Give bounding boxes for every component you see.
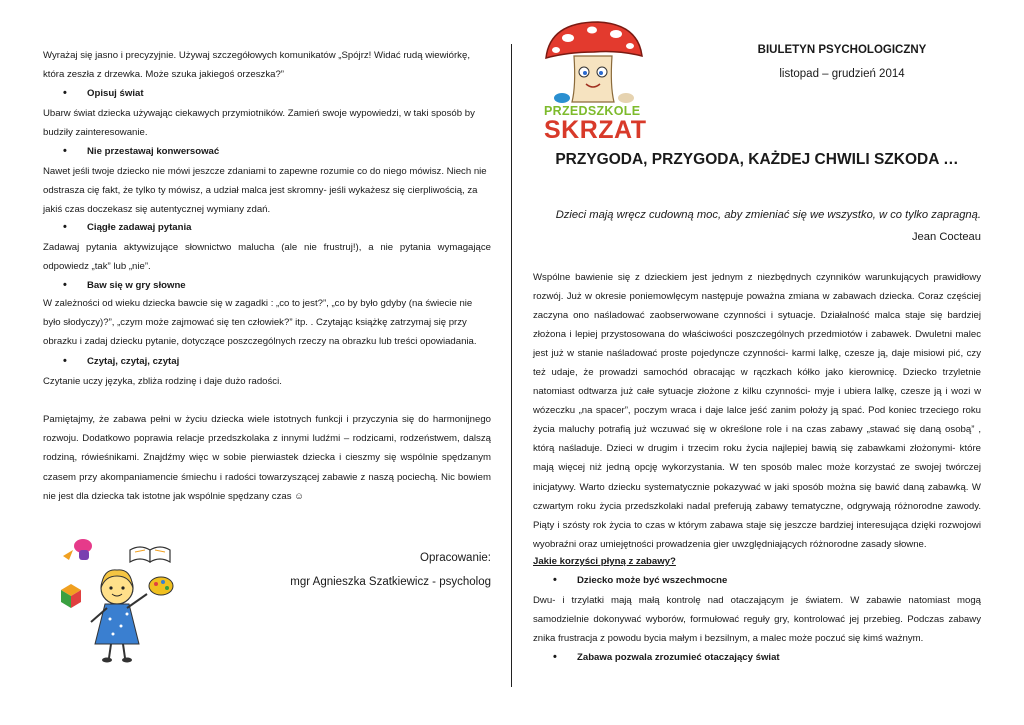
left-paragraph-7: Pamiętajmy, że zabawa pełni w życiu dziecka wiele istotnych funkcji i przyczynia się do harmonijnego rozwoju. Dodatkowo poprawia relacje przedszkolaka z innymi ludźmi – rodzicami, rodzeństwem, dalszą rodziną, rówieśnikami. Znajdźmy więc w sobie pierwiastek dziecka i cieszmy się wspólnie spędzanym czasem przy akompaniamencie śmiechu i radości towarzyszącej zabawie z naszą pociechą. Nic bowiem nie jest dla dziecka tak istotne jak wspólnie spędzany czas ☺ (43, 414, 491, 502)
left-heading-3: • Ciągłe zadawaj pytania (43, 218, 491, 237)
girl-figure (91, 570, 147, 663)
right-heading-2: • Zabawa pozwala zrozumieć otaczający świat (533, 648, 981, 667)
left-paragraph-2: Ubarw świat dziecka używając ciekawych przymiotników. Zamień swoje wypowiedzi, w taki sposób by budziły zainteresowanie. (43, 108, 475, 139)
page-title: PRZYGODA, PRZYGODA, KAŻDEJ CHWILI SZKODA … (555, 151, 959, 168)
palette-icon (149, 577, 173, 595)
column-divider (511, 44, 512, 687)
bulletin-title: BIULETYN PSYCHOLOGICZNY (757, 44, 927, 56)
left-heading-4: • Baw się w gry słowne (43, 276, 491, 295)
mushroom-gnome-icon (538, 16, 648, 106)
left-heading-1: • Opisuj świat (43, 84, 491, 103)
right-paragraph-1: Wspólne bawienie się z dzieckiem jest jednym z niezbędnych czynników warunkujących prawidłowy rozwój. Już w okresie poniemowlęcym następuje poważna zmiana w zabawach dziecka. Coraz częściej zaczyna ono naśladować zaobserwowane czynności i sytuacje. Działalność malca staje się bardziej złożona i lepiej przystosowana do właściwości poszczególnych przedmiotów i zabawek. Dwuletni malec jest już w stanie naśladować proste pojedyncze czynności- karmi lalkę, czesze ją, daje misiowi pić, czy też udaje, że prowadzi samochód obracając w rączkach kółko jako kierownicę. Dziecko trzyletnie natomiast odtwarza już całe sytuacje złożone z kilku czynności- myje i ubiera lalkę, czesze ją i wozi w wózeczku „na spacer”, poczym wraca i daje lalce jeść zanim położy ją spać. Pod koniec trzeciego roku życia maluchy potrafią już wczuwać się w określone role i na czas zabawy „stawać się daną osobą” , którą naśladuje. Dzieci w drugim i trzecim roku życia najlepiej bawią się zabawkami złożonymi- które mają więcej niż jedną opcję wykorzystania. W ten sposób malec może korzystać ze swojej twórczej inicjatywy. Warto dziecku systematycznie pokazywać w jaki sposób można się bawić daną zabawką. W czwartym roku życia przedszkolaki nadal preferują zabawy tematyczne, odgrywają różnorodne zawody. Piąty i szósty rok życia to czas w którym zabawa staje się jeszcze bardziej interesująca dzięki rozwojowi wyobraźni oraz umiejętności prowadzenia gier uwzględniających różnorodne zasady słowne. (533, 272, 981, 550)
right-heading-1: • Dziecko może być wszechmocne (533, 571, 981, 590)
credit-name: mgr Agnieszka Szatkiewicz - psycholog (290, 576, 491, 588)
left-paragraph-3: Nawet jeśli twoje dziecko nie mówi jeszcze zdaniami to zapewne rozumie co do niego mówisz. Niech nie odstrasza cię fakt, że tylko ty mówisz, a udział malca jest skromny- jeśli wykażesz się cierpliwością, za jakiś czas doczekasz się autentycznej wymiany zdań. (43, 166, 487, 216)
left-heading-2: • Nie przestawaj konwersować (43, 142, 491, 161)
logo-text-line1: PRZEDSZKOLE (544, 104, 641, 118)
logo-text-line2: SKRZAT (544, 116, 647, 144)
left-paragraph-4: Zadawaj pytania aktywizujące słownictwo malucha (ale nie frustruj!), a nie pytania wymagające odpowiedz „tak” lub „nie”. (43, 242, 491, 273)
left-paragraph-6: Czytanie uczy języka, zbliża rodzinę i daje dużo radości. (43, 376, 282, 387)
right-subheading: Jakie korzyści płyną z zabawy? (533, 556, 676, 567)
left-paragraph-1: Wyrażaj się jasno i precyzyjnie. Używaj szczegółowych komunikatów „Spójrz! Widać rudą wiewiórkę, która zeszła z drzewka. Może szuka jakiegoś orzeszka?” (43, 50, 470, 81)
preschool-logo (538, 16, 648, 142)
quote-author: Jean Cocteau (911, 231, 981, 243)
right-paragraph-2: Dwu- i trzylatki mają małą kontrolę nad otaczającym je światem. W zabawie natomiast mogą samodzielnie dokonywać wyborów, formułować reguły gry, kontrolować jej przebieg. Podczas zabawy znika frustracja z powodu bycia małym i bezsilnym, a malec może poczuć się kimś ważnym. (533, 595, 981, 645)
girl-reading-illustration (55, 534, 205, 664)
quote-text: Dzieci mają wręcz cudowną moc, aby zmieniać się we wszystko, w co tylko zapragną. (555, 209, 981, 221)
doll-icon (63, 539, 92, 560)
left-paragraph-5: W zależności od wieku dziecka bawcie się w zagadki : „co to jest?”, „co by było gdyby (na świecie nie było słodyczy)?”, „czym może zajmować się ten człowiek?” itp. . Czytając książkę zatrzymaj się przy obrazku i zadaj dziecku pytanie, dotyczące poszczególnych rzeczy na obrazku lub treści opowiadania. (43, 298, 477, 348)
bulletin-date: listopad – grudzień 2014 (779, 68, 905, 80)
credit-block (253, 546, 491, 594)
credit-label: Opracowanie: (420, 552, 491, 564)
block-icon (61, 584, 81, 608)
left-heading-5: • Czytaj, czytaj, czytaj (43, 352, 491, 371)
book-icon (130, 547, 170, 562)
